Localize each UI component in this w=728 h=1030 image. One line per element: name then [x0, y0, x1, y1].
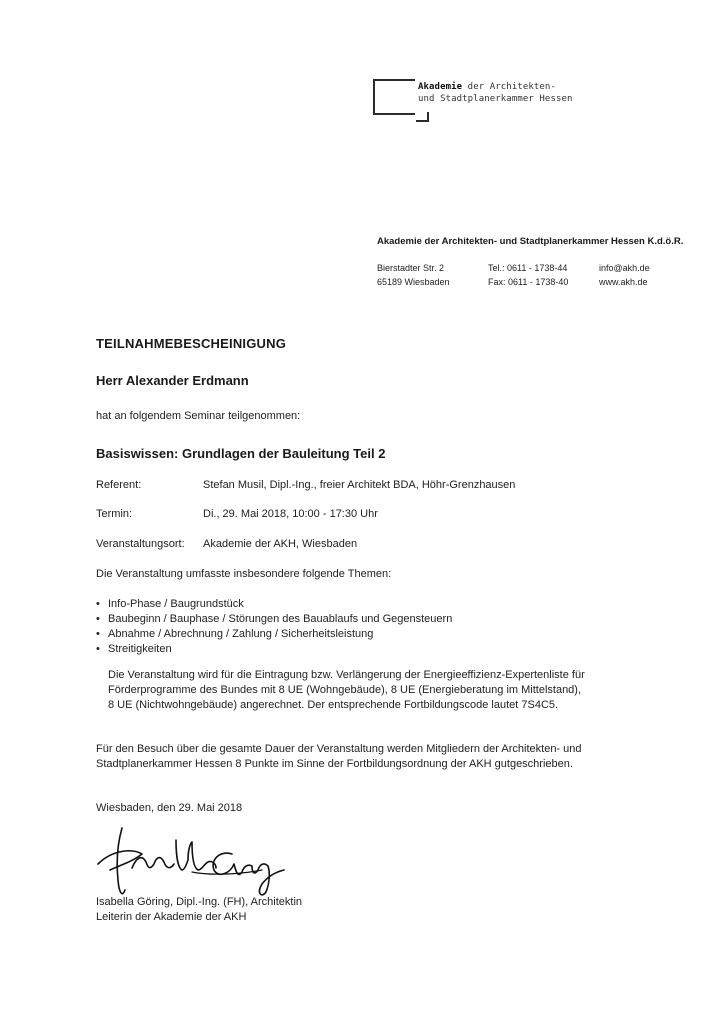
sender-org: Akademie der Architekten- und Stadtplanerkammer Hessen K.d.ö.R.: [377, 236, 684, 247]
course-title: Basiswissen: Grundlagen der Bauleitung Teil 2: [96, 446, 386, 461]
logo-corner-horizontal: [416, 120, 429, 122]
energy-note-line: Förderprogramme des Bundes mit 8 UE (Wohngebäude), 8 UE (Energieberatung im Mittelstand),: [108, 684, 582, 696]
sender-address: [377, 261, 450, 289]
points-note-line: Stadtplanerkammer Hessen 8 Punkte im Sinne der Fortbildungsordnung der AKH gutgeschrieben.: [96, 758, 573, 770]
sender-web: www.akh.de: [599, 277, 648, 287]
list-item: • Baubeginn / Bauphase / Störungen des Bauablaufs und Gegensteuern: [96, 612, 452, 627]
signatory-role: Leiterin der Akademie der AKH: [96, 911, 247, 923]
certificate-title: TEILNAHMEBESCHEINIGUNG: [96, 336, 287, 351]
place-date: Wiesbaden, den 29. Mai 2018: [96, 802, 243, 814]
logo-text-bold: Akademie: [418, 82, 463, 92]
detail-value-ort: Akademie der AKH, Wiesbaden: [203, 538, 358, 550]
detail-label-referent: Referent:: [96, 479, 142, 491]
recipient-name: Herr Alexander Erdmann: [96, 373, 249, 388]
signatory-name: Isabella Göring, Dipl.-Ing. (FH), Architektin: [96, 896, 303, 908]
sender-fax: Fax: 0611 - 1738-40: [488, 277, 569, 287]
logo-text-line1: der Architekten-: [462, 82, 556, 92]
logo-text-line2: und Stadtplanerkammer Hessen: [418, 94, 573, 104]
detail-label-termin: Termin:: [96, 508, 133, 520]
logo-frame-bottom: [373, 113, 415, 115]
sender-phone-fax: [488, 261, 568, 289]
detail-value-referent: Stefan Musil, Dipl.-Ing., freier Architekt BDA, Höhr-Grenzhausen: [203, 479, 516, 491]
energy-note-line: 8 UE (Nichtwohngebäude) angerechnet. Der entsprechende Fortbildungscode lautet 7S4C5.: [108, 699, 559, 711]
signature-image: [92, 820, 292, 902]
logo-frame: [373, 79, 415, 115]
points-note: [96, 742, 582, 772]
list-item: • Info-Phase / Baugrundstück: [96, 597, 452, 612]
points-note-line: Für den Besuch über die gesamte Dauer der Veranstaltung werden Mitgliedern der Architekten- und: [96, 743, 582, 755]
list-item: • Abnahme / Abrechnung / Zahlung / Sicherheitsleistung: [96, 627, 452, 642]
list-item: • Streitigkeiten: [96, 642, 452, 657]
energy-note-line: Die Veranstaltung wird für die Eintragung bzw. Verlängerung der Energieeffizienz-Expertenliste für: [108, 669, 585, 681]
energy-note: [108, 668, 585, 713]
sender-tel: Tel.: 0611 - 1738-44: [488, 263, 568, 273]
intro-text: hat an folgendem Seminar teilgenommen:: [96, 410, 301, 422]
topics-list: [96, 597, 452, 657]
sender-city: 65189 Wiesbaden: [377, 277, 450, 287]
logo-text: [418, 81, 573, 105]
sender-contact: [599, 261, 650, 289]
detail-value-termin: Di., 29. Mai 2018, 10:00 - 17:30 Uhr: [203, 508, 378, 520]
detail-label-ort: Veranstaltungsort:: [96, 538, 185, 550]
sender-email: info@akh.de: [599, 263, 650, 273]
topics-intro: Die Veranstaltung umfasste insbesondere folgende Themen:: [96, 568, 392, 580]
sender-street: Bierstadter Str. 2: [377, 263, 445, 273]
